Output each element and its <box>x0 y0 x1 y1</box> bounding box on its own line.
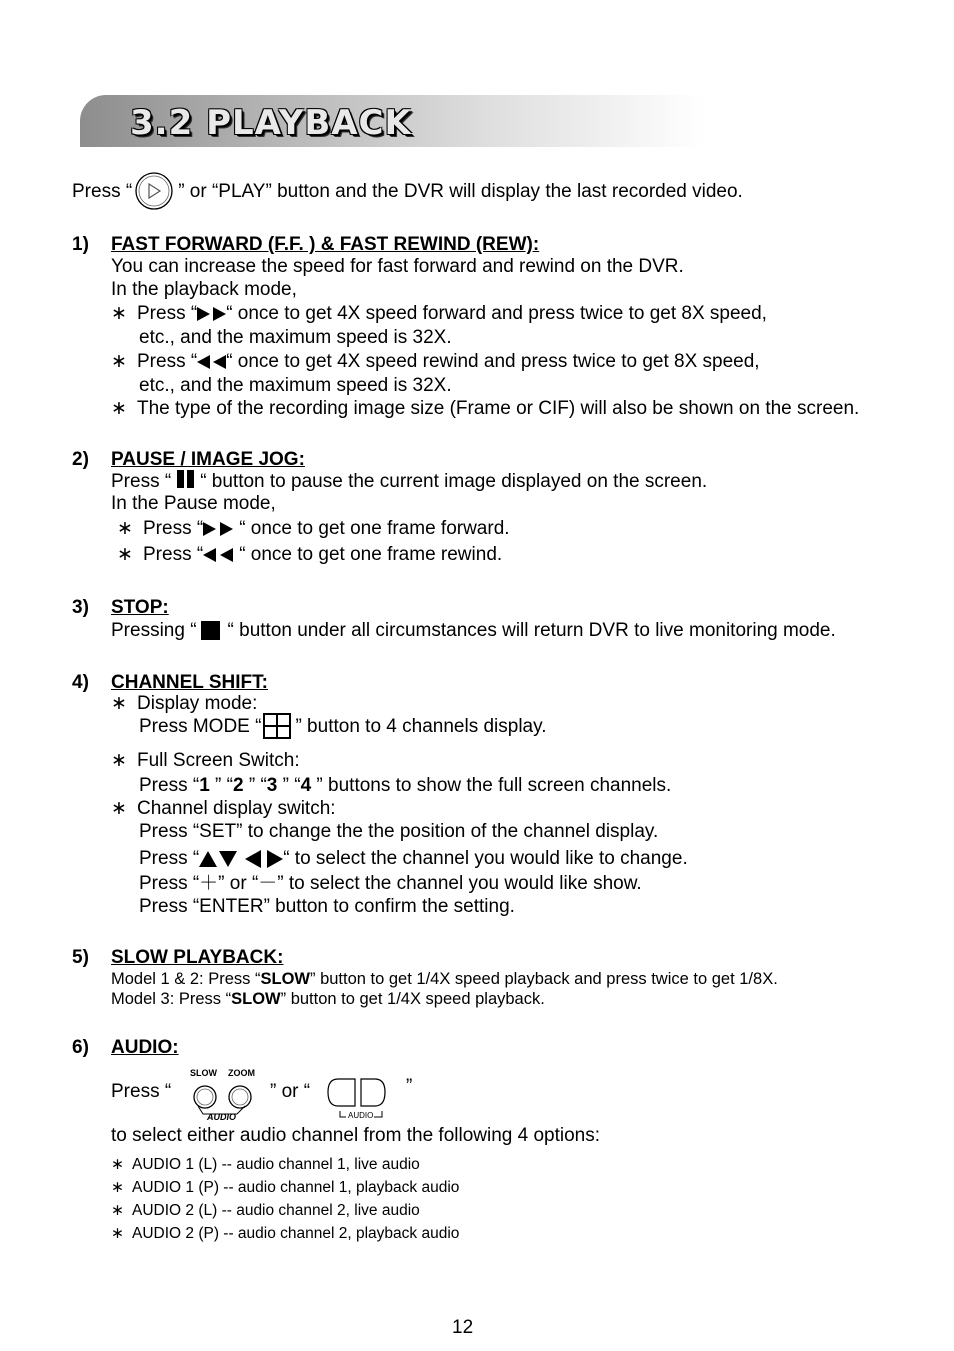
pause-bullet-1 <box>117 518 510 540</box>
bullet-star: ∗ <box>111 398 127 419</box>
ff-line-2: In the playback mode, <box>111 279 297 300</box>
section-2-number: 2) <box>72 449 89 470</box>
pause-l1-post: “ button to pause the current image displayed on the screen. <box>200 471 708 493</box>
frame-forward-icon <box>203 518 239 539</box>
ff-bullet-3 <box>111 398 859 420</box>
audio-option-text: AUDIO 1 (L) -- audio channel 1, live audio <box>132 1156 420 1173</box>
section-5-number: 5) <box>72 947 89 968</box>
section-2-heading: PAUSE / IMAGE JOG: <box>111 449 305 470</box>
slow-key-2: SLOW <box>231 990 281 1008</box>
ff-bullet-2 <box>111 351 760 373</box>
audio-option-text: AUDIO 2 (P) -- audio channel 2, playback audio <box>132 1225 460 1242</box>
key-1: 1 <box>199 775 210 796</box>
section-4-heading: CHANNEL SHIFT: <box>111 672 268 693</box>
pause-line-1 <box>111 470 707 494</box>
pause-icon <box>177 470 194 494</box>
channel-b2-line-2 <box>139 775 671 797</box>
channel-b3-line-1: Press “SET” to change the the position of the channel display. <box>139 821 659 842</box>
audio-press-text: Press “ <box>111 1081 172 1102</box>
fs-press: Press “ <box>139 775 200 796</box>
slow-l1-pre: Model 1 & 2: Press “ <box>111 970 261 988</box>
quad-view-icon <box>263 713 291 739</box>
mode-post: ” button to 4 channels display. <box>295 716 547 737</box>
pause-bullet-2 <box>117 544 502 566</box>
ff-bullet-1-cont: etc., and the maximum speed is 32X. <box>139 327 452 348</box>
bullet-star: ∗ <box>111 693 127 714</box>
intro-post: ” or “PLAY” button and the DVR will display the last recorded video. <box>178 181 743 203</box>
section-3-number: 3) <box>72 597 89 618</box>
fs-sep-1: ” “ <box>209 775 233 796</box>
audio-close-quote: ” <box>406 1076 413 1097</box>
channel-b1-text: Display mode: <box>137 693 258 714</box>
pause-b2-pre: Press “ <box>143 544 204 565</box>
fs-post: ” buttons to show the full screen channels. <box>311 775 672 796</box>
bullet-star: ∗ <box>111 1225 124 1242</box>
mode-pre: Press MODE “ <box>139 716 262 737</box>
channel-b1-line-2 <box>139 716 546 738</box>
audio-option <box>111 1201 420 1220</box>
frame-rewind-icon <box>203 544 239 565</box>
audio-pair-label: AUDIO <box>348 1111 374 1120</box>
audio-pair-buttons-icon <box>326 1076 386 1124</box>
ff-b3-text: The type of the recording image size (Frame or CIF) will also be shown on the screen. <box>137 398 860 419</box>
slow-line-1 <box>111 969 778 989</box>
bullet-star: ∗ <box>117 544 133 565</box>
ff-line-1: You can increase the speed for fast forward and rewind on the DVR. <box>111 256 684 277</box>
audio-button-label: AUDIO <box>207 1112 236 1122</box>
slow-l2-pre: Model 3: Press “ <box>111 990 232 1008</box>
channel-b3-line-3: Press “＋” or “－” to select the channel you would like show. <box>139 873 642 894</box>
intro-pre: Press “ <box>72 181 133 203</box>
ff-b2-pre: Press “ <box>137 351 198 372</box>
ff-bullet-2-cont: etc., and the maximum speed is 32X. <box>139 375 452 396</box>
slow-key-1: SLOW <box>260 970 310 988</box>
slow-l2-post: ” button to get 1/4X speed playback. <box>280 990 545 1008</box>
audio-option-text: AUDIO 2 (L) -- audio channel 2, live audio <box>132 1202 420 1219</box>
bullet-star: ∗ <box>111 303 127 324</box>
ff-b2-post: “ once to get 4X speed rewind and press twice to get 8X speed, <box>226 351 760 372</box>
stop-icon <box>201 621 220 640</box>
key-2: 2 <box>232 775 244 796</box>
rewind-icon <box>197 351 226 372</box>
stop-line-1 <box>111 620 836 642</box>
section-6-number: 6) <box>72 1037 89 1058</box>
section-6-heading: AUDIO: <box>111 1037 179 1058</box>
ff-b1-post: “ once to get 4X speed forward and press twice to get 8X speed, <box>226 303 767 324</box>
direction-arrows-icon <box>199 848 283 869</box>
audio-option <box>111 1224 459 1243</box>
section-5-heading: SLOW PLAYBACK: <box>111 947 284 968</box>
channel-bullet-2 <box>111 750 300 772</box>
slow-l1-post: ” button to get 1/4X speed playback and press twice to get 1/8X. <box>309 970 778 988</box>
intro-line <box>72 181 743 203</box>
bullet-star: ∗ <box>117 518 133 539</box>
fs-sep-2: ” “ <box>243 775 267 796</box>
channel-b3-text: Channel display switch: <box>137 798 336 819</box>
channel-bullet-3 <box>111 798 336 820</box>
zoom-button-label: ZOOM <box>228 1068 255 1078</box>
channel-b3-line-2 <box>139 848 688 870</box>
stop-pre: Pressing “ <box>111 620 197 641</box>
fs-sep-3: ” “ <box>277 775 301 796</box>
section-4-number: 4) <box>72 672 89 693</box>
section-title: 3.2 PLAYBACK <box>130 103 412 143</box>
bullet-star: ∗ <box>111 1202 124 1219</box>
ff-bullet-1 <box>111 303 767 325</box>
slow-button-label: SLOW <box>190 1068 217 1078</box>
play-button-icon <box>132 171 178 211</box>
pause-l1-pre: Press “ <box>111 471 172 493</box>
arrows-post: “ to select the channel you would like to change. <box>283 848 688 869</box>
pause-b1-post: “ once to get one frame forward. <box>239 518 510 539</box>
bullet-star: ∗ <box>111 1179 124 1196</box>
bullet-star: ∗ <box>111 750 127 771</box>
pause-b2-post: “ once to get one frame rewind. <box>239 544 503 565</box>
stop-post: “ button under all circumstances will return DVR to live monitoring mode. <box>227 620 836 641</box>
ff-b1-pre: Press “ <box>137 303 198 324</box>
slow-zoom-audio-buttons-icon <box>185 1066 265 1126</box>
key-3: 3 <box>266 775 278 796</box>
audio-option-text: AUDIO 1 (P) -- audio channel 1, playback audio <box>132 1179 460 1196</box>
pause-b1-pre: Press “ <box>143 518 204 539</box>
channel-b3-line-4: Press “ENTER” button to confirm the setting. <box>139 896 515 917</box>
channel-b2-text: Full Screen Switch: <box>137 750 300 771</box>
key-4: 4 <box>300 775 312 796</box>
page-number: 12 <box>452 1317 474 1338</box>
audio-option <box>111 1155 420 1174</box>
channel-bullet-1 <box>111 693 257 715</box>
fast-forward-icon <box>197 303 226 324</box>
section-3-heading: STOP: <box>111 597 169 618</box>
audio-or-text: ” or “ <box>270 1081 311 1102</box>
bullet-star: ∗ <box>111 351 127 372</box>
audio-select-text: to select either audio channel from the following 4 options: <box>111 1125 601 1146</box>
section-1-number: 1) <box>72 234 89 255</box>
slow-line-2 <box>111 989 545 1009</box>
audio-option <box>111 1178 459 1197</box>
section-1-heading: FAST FORWARD (F.F. ) & FAST REWIND (REW): <box>111 234 540 255</box>
pause-line-2: In the Pause mode, <box>111 493 276 514</box>
bullet-star: ∗ <box>111 798 127 819</box>
bullet-star: ∗ <box>111 1156 124 1173</box>
arrows-pre: Press “ <box>139 848 200 869</box>
